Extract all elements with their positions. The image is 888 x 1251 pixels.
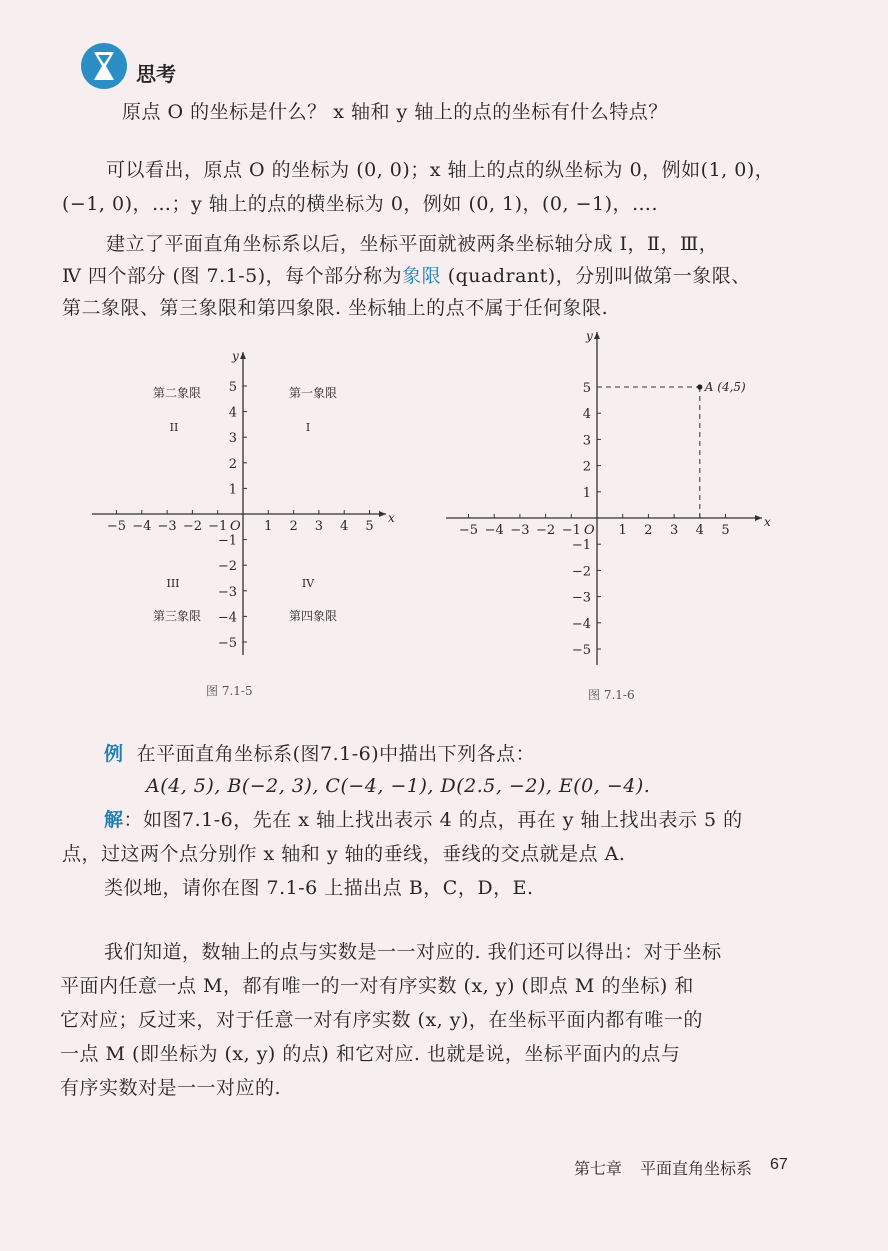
x-axis-arrow [755, 515, 762, 521]
x-tick-label: 5 [365, 519, 374, 534]
x-tick-label: 3 [314, 519, 324, 534]
para2-line3: 第二象限、第三象限和第四象限. 坐标轴上的点不属于任何象限. [62, 297, 609, 319]
origin-label: O [584, 523, 595, 538]
y-tick-label: 3 [228, 431, 237, 447]
y-tick-label: −3 [217, 584, 237, 600]
para3-line2: 平面内任意一点 M，都有唯一的一对有序实数 (x, y) (即点 M 的坐标) 和 [60, 975, 694, 997]
quadrant-2-numeral: II [169, 421, 179, 434]
x-tick-label: −4 [484, 523, 504, 538]
y-tick-label: 4 [228, 405, 237, 421]
x-tick-label: −1 [208, 519, 228, 534]
quadrant-1-name: 第一象限 [288, 386, 338, 400]
x-tick-label: −2 [536, 523, 556, 538]
solution-line2: 点，过这两个点分别作 x 轴和 y 轴的垂线，垂线的交点就是点 A. [62, 843, 626, 865]
y-tick-label: 5 [582, 381, 591, 396]
para3-line1: 我们知道，数轴上的点与实数是一一对应的. 我们还可以得出：对于坐标 [104, 941, 722, 963]
example-label: 例 [104, 743, 124, 765]
solution-label: 解 [104, 809, 124, 831]
y-tick-label: −5 [571, 643, 591, 658]
y-tick-label: 5 [228, 380, 237, 395]
quadrant-4-name: 第四象限 [288, 609, 338, 623]
para2-line2-b: (quadrant)，分别叫做第一象限、 [441, 265, 751, 287]
footer-page: 67 [770, 1156, 788, 1173]
y-tick-label: 4 [582, 407, 591, 423]
solution-text1: ：如图7.1-6，先在 x 轴上找出表示 4 的点，再在 y 轴上找出表示 5 的 [123, 809, 743, 831]
figure1-caption: 图 7.1-5 [206, 684, 253, 698]
point-a [697, 384, 702, 389]
solution-line1 [104, 808, 743, 832]
x-tick-label: 1 [264, 519, 273, 534]
para2-line2-a: Ⅳ 四个部分 (图 7.1-5)，每个部分称为 [62, 265, 403, 287]
y-tick-label: 1 [228, 482, 237, 498]
x-tick-label: −5 [458, 523, 479, 538]
origin-label: O [230, 519, 241, 534]
x-tick-label: 3 [669, 523, 679, 538]
example-line [104, 742, 535, 766]
point-a-label: A (4,5) [704, 380, 746, 394]
y-tick-label: −2 [571, 564, 591, 580]
y-axis-label: y [232, 349, 239, 363]
y-axis-label: y [586, 329, 593, 343]
para3-line5: 有序实数对是一一对应的. [60, 1077, 282, 1099]
y-tick-label: −3 [571, 590, 591, 606]
y-axis-arrow [594, 332, 600, 339]
y-tick-label: 1 [582, 485, 591, 501]
y-tick-label: 2 [228, 456, 237, 472]
quadrant-3-name: 第三象限 [152, 609, 202, 623]
para3-line4: 一点 M (即坐标为 (x, y) 的点) 和它对应. 也就是说，坐标平面内的点与 [60, 1043, 681, 1065]
x-axis-label: x [764, 515, 771, 529]
y-tick-label: −2 [217, 559, 237, 575]
solution-line3: 类似地，请你在图 7.1-6 上描出点 B，C，D，E. [104, 877, 534, 899]
para1-line2: (−1, 0)，…；y 轴上的点的横坐标为 0，例如 (0, 1)，(0, −1)，…. [62, 193, 659, 215]
quadrant-3-numeral: III [166, 577, 180, 590]
y-tick-label: −1 [571, 538, 591, 554]
y-tick-label: −4 [217, 610, 237, 626]
y-tick-label: −1 [217, 533, 237, 549]
x-tick-label: 5 [721, 523, 730, 538]
footer-title: 平面直角坐标系 [640, 1159, 753, 1178]
x-tick-label: 1 [618, 523, 627, 538]
y-tick-label: 2 [582, 459, 591, 475]
y-tick-label: −5 [217, 636, 237, 651]
figure2-caption: 图 7.1-6 [588, 688, 635, 702]
y-tick-label: −4 [571, 616, 591, 632]
x-tick-label: −2 [182, 519, 202, 534]
quadrant-2-name: 第二象限 [152, 386, 202, 400]
x-tick-label: −3 [157, 519, 177, 534]
quadrant-4-numeral: IV [301, 577, 315, 590]
example-points: A(4, 5), B(−2, 3), C(−4, −1), D(2.5, −2), E(0, −4). [146, 775, 651, 797]
x-axis-label: x [388, 511, 395, 525]
para1-line1: 可以看出，原点 O 的坐标为 (0, 0)；x 轴上的点的纵坐标为 0，例如(1, 0)， [106, 159, 775, 181]
example-text: 在平面直角坐标系(图7.1-6)中描出下列各点： [136, 743, 536, 765]
x-tick-label: −5 [106, 519, 127, 534]
think-question: 原点 O 的坐标是什么？ x 轴和 y 轴上的点的坐标有什么特点？ [122, 101, 668, 123]
x-tick-label: 4 [695, 523, 704, 538]
footer-chapter: 第七章 [574, 1159, 623, 1178]
x-tick-label: 2 [289, 519, 298, 534]
x-tick-label: −1 [561, 523, 581, 538]
x-tick-label: 4 [340, 519, 349, 534]
x-tick-label: −3 [510, 523, 530, 538]
para2-line1: 建立了平面直角坐标系以后，坐标平面就被两条坐标轴分成 Ⅰ，Ⅱ，Ⅲ， [106, 233, 719, 255]
quadrant-1-numeral: I [305, 421, 311, 434]
x-tick-label: 2 [644, 523, 653, 538]
para3-line3: 它对应；反过来，对于任意一对有序实数 (x, y)，在坐标平面内都有唯一的 [60, 1009, 703, 1031]
y-tick-label: 3 [582, 433, 591, 449]
x-tick-label: −4 [132, 519, 152, 534]
think-label: 思考 [136, 62, 176, 86]
quadrant-term: 象限 [402, 265, 442, 287]
